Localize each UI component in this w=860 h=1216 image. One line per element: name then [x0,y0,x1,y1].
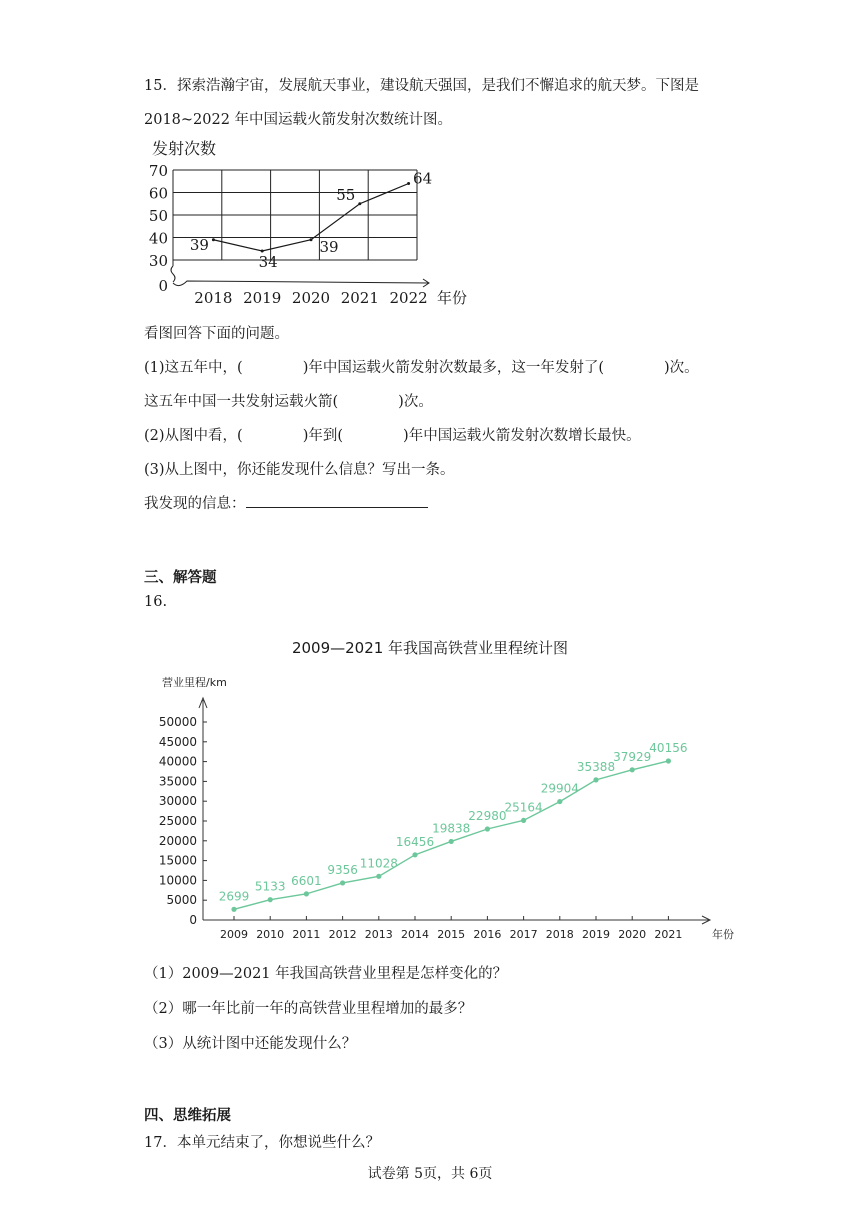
y-tick-label: 60 [148,184,168,203]
answer-line-found[interactable] [246,493,428,508]
y-tick-label: 30 [148,252,168,270]
q15-sub1a: (1)这五年中，( )年中国运载火箭发射次数最多，这一年发射了( )次。 [144,360,699,376]
y-tick-label: 0 [158,277,168,295]
x-tick-label: 2009 [220,928,248,941]
q15-sub2: (2)从图中看，( )年到( )年中国运载火箭发射次数增长最快。 [144,428,641,444]
x-tick-label: 2017 [509,928,538,941]
data-point [412,852,417,857]
q15-sub3: (3)从上图中，你还能发现什么信息？写出一条。 [144,462,455,478]
x-tick-label: 2020 [291,289,331,307]
y-tick-label: 30000 [158,794,197,809]
x-tick-label: 2012 [328,928,357,941]
x-tick-label: 2022 [389,289,428,307]
hsr-chart-data-labels [219,741,688,903]
hsr-chart-title: 2009—2021 年我国高铁营业里程统计图 [291,639,569,657]
x-axis-label: 年份 [437,289,468,307]
y-tick-label: 0 [189,913,197,927]
y-tick-label: 20000 [158,833,197,848]
q16-sub2: （2）哪一年比前一年的高铁营业里程增加的最多？ [144,1001,473,1017]
data-point [449,839,454,844]
data-label: 6601 [291,873,322,888]
x-tick-label: 2013 [364,928,393,941]
launch-chart-ylabel: 发射次数 [152,139,217,158]
x-tick-label: 2016 [473,928,502,941]
data-label: 34 [258,253,278,271]
section-4-title: 四、思维拓展 [144,1107,231,1124]
data-label: 64 [413,169,433,188]
y-tick-label: 25000 [158,814,197,828]
data-label: 5133 [254,879,286,894]
x-axis-label: 年份 [712,928,734,941]
q15-prompt: 看图回答下面的问题。 [144,326,289,342]
q16-sub3: （3）从统计图中还能发现什么？ [144,1036,357,1052]
data-label: 16456 [395,834,435,849]
x-tick-label: 2021 [340,289,379,307]
page-footer: 试卷第 5页，共 6页 [367,1166,493,1182]
data-label: 19838 [432,821,471,836]
y-tick-label: 40000 [158,754,197,769]
axis-break-icon [171,266,175,282]
data-point [304,891,309,896]
q15-sub1b: 这五年中国一共发射运载火箭( )次。 [144,394,433,410]
data-label: 2699 [218,889,250,904]
y-tick-label: 50000 [158,715,197,729]
data-point [358,202,361,205]
data-point [630,767,635,772]
q15-line1: 15．探索浩瀚宇宙，发展航天事业，建设航天强国，是我们不懈追求的航天梦。下图是 [144,78,699,94]
y-tick-label: 10000 [158,873,197,888]
data-point [268,897,273,902]
data-label: 25164 [504,800,543,815]
data-point [593,777,598,782]
data-label: 9356 [327,862,358,877]
launch-chart-y-ticks [149,162,168,295]
data-label: 37929 [613,749,652,764]
q16-sub1: （1）2009—2021 年我国高铁营业里程是怎样变化的？ [144,966,508,982]
data-point [340,880,345,885]
x-tick-label: 2014 [401,928,429,941]
y-tick-label: 70 [148,162,168,180]
launch-chart-grid [171,170,429,287]
x-tick-label: 2011 [292,928,321,941]
x-tick-label: 2019 [582,928,610,941]
data-label: 39 [189,235,209,254]
q15-found: 我发现的信息： [144,492,428,513]
data-point [521,818,526,823]
data-label: 40156 [649,740,688,755]
section-3-title: 三、解答题 [144,569,217,586]
x-tick-label: 2018 [194,289,233,307]
x-tick-label: 2021 [654,928,683,941]
data-point [231,907,236,912]
data-point [666,758,671,763]
data-point [557,799,562,804]
q17-text: 17．本单元结束了，你想说些什么？ [144,1135,380,1151]
y-tick-label: 50 [148,207,168,225]
data-label: 55 [336,185,356,204]
hsr-chart [150,668,734,944]
data-point [212,238,215,241]
hsr-chart-y-ticks [159,715,207,927]
x-tick-label: 2010 [256,928,285,941]
y-tick-label: 15000 [158,853,197,868]
x-tick-label: 2018 [545,928,574,941]
x-tick-label: 2015 [437,928,466,941]
data-point [485,826,490,831]
y-tick-label: 45000 [158,734,197,749]
y-tick-label: 40 [148,229,168,248]
data-point [407,182,410,185]
x-axis-line [173,281,429,286]
y-tick-label: 5000 [166,893,197,908]
x-tick-label: 2020 [618,928,647,941]
data-label: 35388 [576,759,616,774]
launch-chart [140,130,468,310]
x-tick-label: 2019 [243,289,282,307]
data-point [310,238,313,241]
data-label: 29904 [540,781,579,796]
y-tick-label: 35000 [158,774,197,789]
launch-chart-x-ticks [194,289,467,307]
data-label: 22980 [468,808,507,823]
data-label: 11028 [359,856,398,871]
launch-chart-data-labels [190,170,432,272]
hsr-chart-ylabel: 营业里程/km [162,676,227,689]
q16-number: 16. [144,594,168,610]
data-label: 39 [319,237,339,256]
q15-line2: 2018~2022 年中国运载火箭发射次数统计图。 [144,112,453,128]
data-point [376,874,381,879]
